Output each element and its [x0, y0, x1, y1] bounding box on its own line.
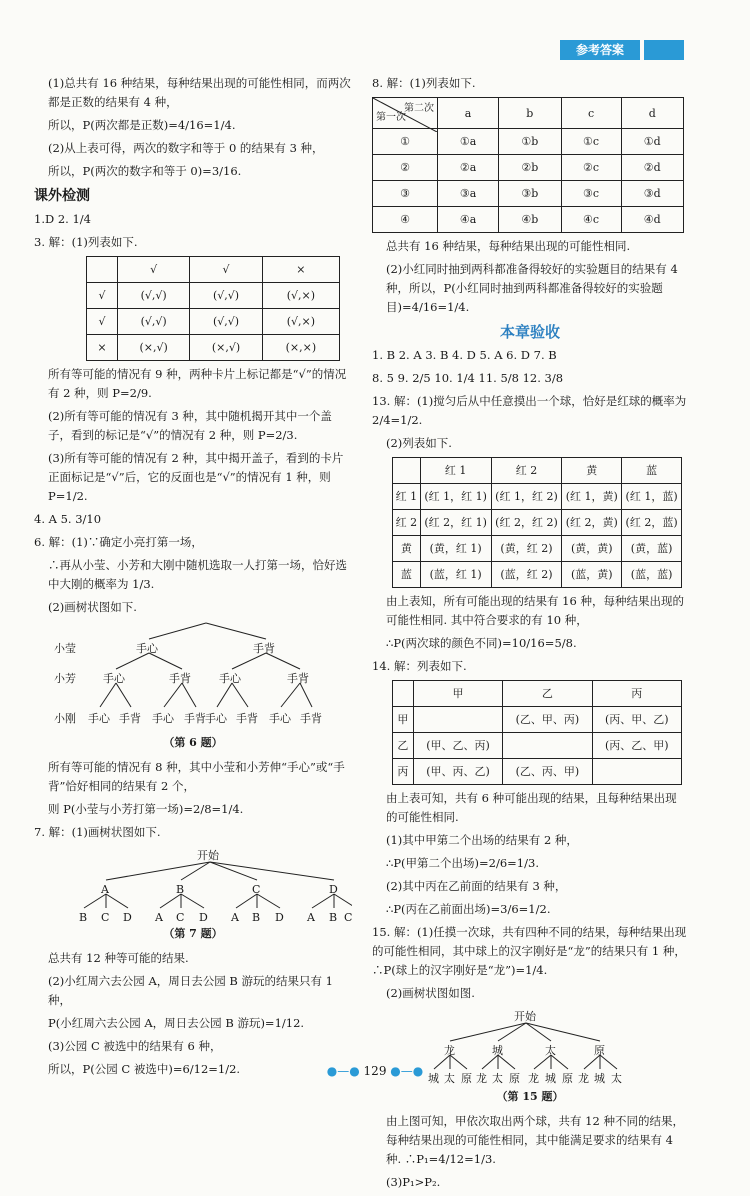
table-row: [373, 155, 684, 181]
answers-8-12: 8. 5 9. 2/5 10. 1/4 11. 5/8 12. 3/8: [372, 371, 564, 385]
table-header: 甲: [413, 681, 502, 707]
table-cell: (红 2，蓝): [622, 510, 682, 536]
table-row: [373, 129, 684, 155]
text-line: 总共有 16 种结果，每种结果出现的可能性相同.: [386, 239, 631, 253]
table-row: [87, 335, 340, 361]
table-header: 黄: [393, 536, 421, 562]
tree-leaf: A: [231, 911, 239, 924]
tree-node: 原: [594, 1044, 605, 1057]
tree-leaf: 手背: [236, 712, 258, 725]
table-cell: [413, 707, 502, 733]
tree-leaf: 手背: [184, 712, 206, 725]
table-cell: ②d: [621, 155, 683, 181]
tree-leaf: 手背: [300, 712, 322, 725]
tree-leaf: A: [155, 911, 163, 924]
table-q3: [86, 256, 340, 361]
table-row: [373, 181, 684, 207]
text-line: (1)总共有 16 种结果，每种结果出现的可能性相同，而两次都是正数的结果有 4 种，: [48, 76, 351, 109]
tree-node: 手心: [103, 672, 125, 685]
table-cell: (蓝，红 1): [420, 562, 491, 588]
table-cell: ④d: [621, 207, 683, 233]
text-line: (2)画树状图如图.: [386, 986, 475, 1000]
answer-15: 15. 解：(1)任摸一次球，共有四种不同的结果，每种结果出现的可能性相同，其中球上的汉字刚好是“龙”的结果只有 1 种，∴P(球上的汉字刚好是“龙”)=1/4.: [372, 925, 687, 977]
text-line: 所以，P(公园 C 被选中)=6/12=1/2.: [48, 1062, 241, 1076]
table-header: ④: [373, 207, 438, 233]
text-line: (3)公园 C 被选中的结果有 6 种，: [48, 1039, 222, 1053]
text-line: (2)画树状图如下.: [48, 600, 137, 614]
tree-node: 手心: [136, 642, 158, 655]
tree-leaf: 太: [444, 1072, 455, 1085]
table-cell: (红 2，黄): [562, 510, 622, 536]
text-line: (2)从上表可得，两次的数字和等于 0 的结果有 3 种，: [48, 141, 324, 155]
table-cell: (甲、乙、丙): [413, 733, 502, 759]
table-cell: (甲、丙、乙): [413, 759, 502, 785]
answers-1-7: 1. B 2. A 3. B 4. D 5. A 6. D 7. B: [372, 348, 557, 362]
section-header: [560, 40, 684, 60]
section-title-extracurricular: 课外检测: [34, 188, 90, 204]
tree-node: A: [101, 883, 109, 896]
text-line: 由上表可知，共有 6 种可能出现的结果，且每种结果出现的可能性相同.: [386, 791, 677, 824]
figure-caption-q6: （第 6 题）: [163, 736, 223, 749]
tree-leaf: A: [307, 911, 315, 924]
tree-leaf: 手心: [269, 712, 291, 725]
right-column: [372, 74, 688, 1196]
dots-decoration: ●—●: [390, 1064, 424, 1078]
header-label: 参考答案: [560, 40, 640, 60]
tree-leaf: 城: [545, 1072, 556, 1085]
text-line: (2)小红周六去公园 A，周日去公园 B 游玩的结果只有 1 种，: [48, 974, 333, 1007]
table-cell: (红 1，黄): [562, 484, 622, 510]
table-header: b: [499, 98, 561, 129]
table-cell: (红 2，红 1): [420, 510, 491, 536]
table-header: 蓝: [622, 458, 682, 484]
table-cell: ④c: [561, 207, 621, 233]
table-header: [393, 681, 414, 707]
table-cell: ③d: [621, 181, 683, 207]
table-cell: ②a: [438, 155, 499, 181]
table-header: 红 2: [491, 458, 562, 484]
tree-leaf: 手心: [152, 712, 174, 725]
table-header: 蓝: [393, 562, 421, 588]
tree-leaf: 原: [562, 1072, 573, 1085]
text-line: (1)其中甲第二个出场的结果有 2 种，: [386, 833, 578, 847]
text-line: ∴P(两次球的颜色不同)=10/16=5/8.: [386, 636, 577, 650]
table-header: ③: [373, 181, 438, 207]
table-cell: ④b: [499, 207, 561, 233]
table-cell: [592, 759, 681, 785]
table-row: [393, 759, 682, 785]
table-row: [87, 257, 340, 283]
table-cell: (√,×): [262, 283, 339, 309]
table-header: d: [621, 98, 683, 129]
table-row: [393, 458, 682, 484]
table-header: ×: [87, 335, 118, 361]
tree-leaf: 城: [594, 1072, 605, 1085]
table-row: [393, 681, 682, 707]
answer-3: 3. 解：(1)列表如下.: [34, 235, 138, 249]
table-cell: (乙、甲、丙): [503, 707, 592, 733]
table-cell: (丙、乙、甲): [592, 733, 681, 759]
table-cell: [503, 733, 592, 759]
table-cell: ①c: [561, 129, 621, 155]
table-header: 黄: [562, 458, 622, 484]
answer-4-5: 4. A 5. 3/10: [34, 512, 102, 526]
table-cell: (黄，红 2): [491, 536, 562, 562]
tree-leaf: B: [329, 911, 338, 924]
answer-14: 14. 解：列表如下.: [372, 659, 467, 673]
row-label: 小莹: [54, 642, 76, 655]
tree-leaf: 龙: [578, 1072, 589, 1085]
table-header: 丙: [393, 759, 414, 785]
tree-node: D: [329, 883, 338, 896]
header-bar: [644, 40, 684, 60]
text-line: 由上图可知，甲依次取出两个球，共有 12 种不同的结果，每种结果出现的可能性相同，其中能满足要求的结果有 4 种. ∴P₁=4/12=1/3.: [386, 1114, 684, 1166]
text-line: P(小红周六去公园 A，周日去公园 B 游玩)=1/12.: [48, 1016, 305, 1030]
table-cell: ③b: [499, 181, 561, 207]
text-line: 所有等可能的情况有 8 种，其中小莹和小芳伸“手心”或“手背”恰好相同的结果有 2 个，: [48, 760, 345, 793]
table-row: [393, 562, 682, 588]
text-line: ∴P(甲第二个出场)=2/6=1/3.: [386, 856, 539, 870]
table-cell: (红 1，红 1): [420, 484, 491, 510]
table-cell: (丙、甲、乙): [592, 707, 681, 733]
table-cell: ④a: [438, 207, 499, 233]
corner-bottom: 第一次: [376, 112, 406, 123]
table-cell: (√,√): [117, 283, 189, 309]
table-header: 红 1: [393, 484, 421, 510]
tree-leaf: C: [176, 911, 185, 924]
tree-leaf: D: [275, 911, 284, 924]
tree-root: 开始: [197, 849, 219, 862]
tree-leaf: 手心: [205, 712, 227, 725]
table-cell: (√,√): [190, 309, 262, 335]
tree-diagram-q7: [34, 846, 352, 922]
text-line: ∴P(丙在乙前面出场)=3/6=1/2.: [386, 902, 551, 916]
tree-node: 城: [492, 1044, 503, 1057]
table-row: [393, 484, 682, 510]
tree-node: C: [252, 883, 261, 896]
dots-decoration: ●—●: [326, 1064, 360, 1078]
text-line: (3)P₁>P₂.: [386, 1175, 441, 1189]
tree-node: 手背: [287, 672, 309, 685]
tree-leaf: 原: [461, 1072, 472, 1085]
table-cell: (红 2，红 2): [491, 510, 562, 536]
text-line: (2)列表如下.: [386, 436, 452, 450]
text-line: 所以，P(两次的数字和等于 0)=3/16.: [48, 164, 242, 178]
table-header: √: [87, 309, 118, 335]
table-cell: ③c: [561, 181, 621, 207]
table-corner-cell: [373, 98, 438, 129]
table-cell: (×,√): [117, 335, 189, 361]
text-line: 则 P(小莹与小芳打第一场)=2/8=1/4.: [48, 802, 244, 816]
tree-node: 太: [545, 1044, 556, 1057]
left-column: [34, 74, 352, 1083]
table-header: 红 1: [420, 458, 491, 484]
tree-leaf: 原: [509, 1072, 520, 1085]
table-cell: ③a: [438, 181, 499, 207]
table-cell: (蓝，红 2): [491, 562, 562, 588]
tree-node: 龙: [444, 1044, 455, 1057]
page-number-text: 129: [363, 1064, 387, 1078]
table-cell: (√,√): [117, 309, 189, 335]
answer-1-2: 1.D 2. 1/4: [34, 212, 91, 226]
answer-6: 6. 解：(1)∵确定小亮打第一场，: [34, 535, 203, 549]
table-header: 红 2: [393, 510, 421, 536]
table-cell: (黄，蓝): [622, 536, 682, 562]
table-cell: (蓝，蓝): [622, 562, 682, 588]
table-q14: [392, 680, 682, 785]
table-row: [373, 207, 684, 233]
table-header: √: [87, 283, 118, 309]
table-cell: (乙、丙、甲): [503, 759, 592, 785]
text-line: 由上表知，所有可能出现的结果有 16 种，每种结果出现的可能性相同. 其中符合要求的有 10 种，: [386, 594, 684, 627]
tree-leaf: B: [252, 911, 261, 924]
table-cell: (√,×): [262, 309, 339, 335]
page-number: [0, 1064, 750, 1078]
tree-node: 手背: [253, 642, 275, 655]
table-cell: (黄，黄): [562, 536, 622, 562]
tree-node: 手背: [169, 672, 191, 685]
table-header: c: [561, 98, 621, 129]
figure-caption-q7: （第 7 题）: [163, 927, 223, 940]
tree-leaf: 手心: [88, 712, 110, 725]
tree-diagram-q6: [34, 621, 352, 731]
table-header: 乙: [503, 681, 592, 707]
table-header: ①: [373, 129, 438, 155]
text-line: 总共有 12 种等可能的结果.: [48, 951, 189, 965]
figure-caption-q15: （第 15 题）: [496, 1090, 564, 1103]
text-line: (2)小红同时抽到两科都准备得较好的实验题目的结果有 4 种，所以，P(小红同时抽到两科都准备得较好的实验题目)=4/16=1/4.: [386, 262, 678, 314]
text-line: (2)其中丙在乙前面的结果有 3 种，: [386, 879, 567, 893]
table-cell: (黄，红 1): [420, 536, 491, 562]
table-row: [87, 283, 340, 309]
tree-root: 开始: [514, 1010, 536, 1023]
row-label: 小芳: [54, 672, 76, 685]
tree-leaf: 龙: [476, 1072, 487, 1085]
table-header: [87, 257, 118, 283]
table-q13: [392, 457, 682, 588]
table-cell: ①b: [499, 129, 561, 155]
table-header: √: [117, 257, 189, 283]
tree-leaf: 城: [428, 1072, 439, 1085]
tree-leaf: 龙: [528, 1072, 539, 1085]
table-cell: ②c: [561, 155, 621, 181]
table-header: 甲: [393, 707, 414, 733]
table-header: √: [190, 257, 262, 283]
text-line: 所有等可能的情况有 9 种，两种卡片上标记都是“√”的情况有 2 种，则 P=2/9.: [48, 367, 347, 400]
table-cell: (×,×): [262, 335, 339, 361]
tree-leaf: 手背: [119, 712, 141, 725]
text-line: 所以，P(两次都是正数)=4/16=1/4.: [48, 118, 236, 132]
tree-leaf: 太: [492, 1072, 503, 1085]
table-cell: (蓝，黄): [562, 562, 622, 588]
table-row: [393, 733, 682, 759]
table-row: [393, 707, 682, 733]
answer-13: 13. 解：(1)搅匀后从中任意摸出一个球，恰好是红球的概率为 2/4=1/2.: [372, 394, 687, 427]
table-cell: ②b: [499, 155, 561, 181]
tree-leaf: C: [344, 911, 353, 924]
table-row: [87, 309, 340, 335]
tree-leaf: B: [79, 911, 88, 924]
tree-leaf: D: [199, 911, 208, 924]
table-header: ×: [262, 257, 339, 283]
tree-node: 手心: [219, 672, 241, 685]
table-header: a: [438, 98, 499, 129]
tree-node: B: [176, 883, 185, 896]
corner-top: 第二次: [404, 103, 434, 114]
row-label: 小刚: [54, 712, 76, 725]
answer-8: 8. 解：(1)列表如下.: [372, 76, 476, 90]
table-cell: (√,√): [190, 283, 262, 309]
table-cell: (×,√): [190, 335, 262, 361]
table-cell: ①a: [438, 129, 499, 155]
tree-leaf: C: [101, 911, 110, 924]
table-header: ②: [373, 155, 438, 181]
answer-7: 7. 解：(1)画树状图如下.: [34, 825, 161, 839]
table-cell: (红 1，红 2): [491, 484, 562, 510]
tree-leaf: 太: [611, 1072, 622, 1085]
table-header: [393, 458, 421, 484]
text-line: (2)所有等可能的情况有 3 种，其中随机揭开其中一个盖子，看到的标记是“√”的情况有 2 种，则 P=2/3.: [48, 409, 332, 442]
table-cell: (红 1，蓝): [622, 484, 682, 510]
tree-leaf: D: [123, 911, 132, 924]
table-cell: ①d: [621, 129, 683, 155]
text-line: ∴再从小莹、小芳和大刚中随机选取一人打第一场，恰好选中大刚的概率为 1/3.: [48, 558, 347, 591]
table-row: [393, 536, 682, 562]
text-line: (3)所有等可能的情况有 2 种，其中揭开盖子，看到的卡片正面标记是“√”后，它的反面也是“√”的情况有 1 种，则 P=1/2.: [48, 451, 344, 503]
table-row: [393, 510, 682, 536]
section-title-chapter-review: 本章验收: [499, 323, 560, 341]
table-q8: [372, 97, 684, 233]
table-header: 乙: [393, 733, 414, 759]
table-header: 丙: [592, 681, 681, 707]
